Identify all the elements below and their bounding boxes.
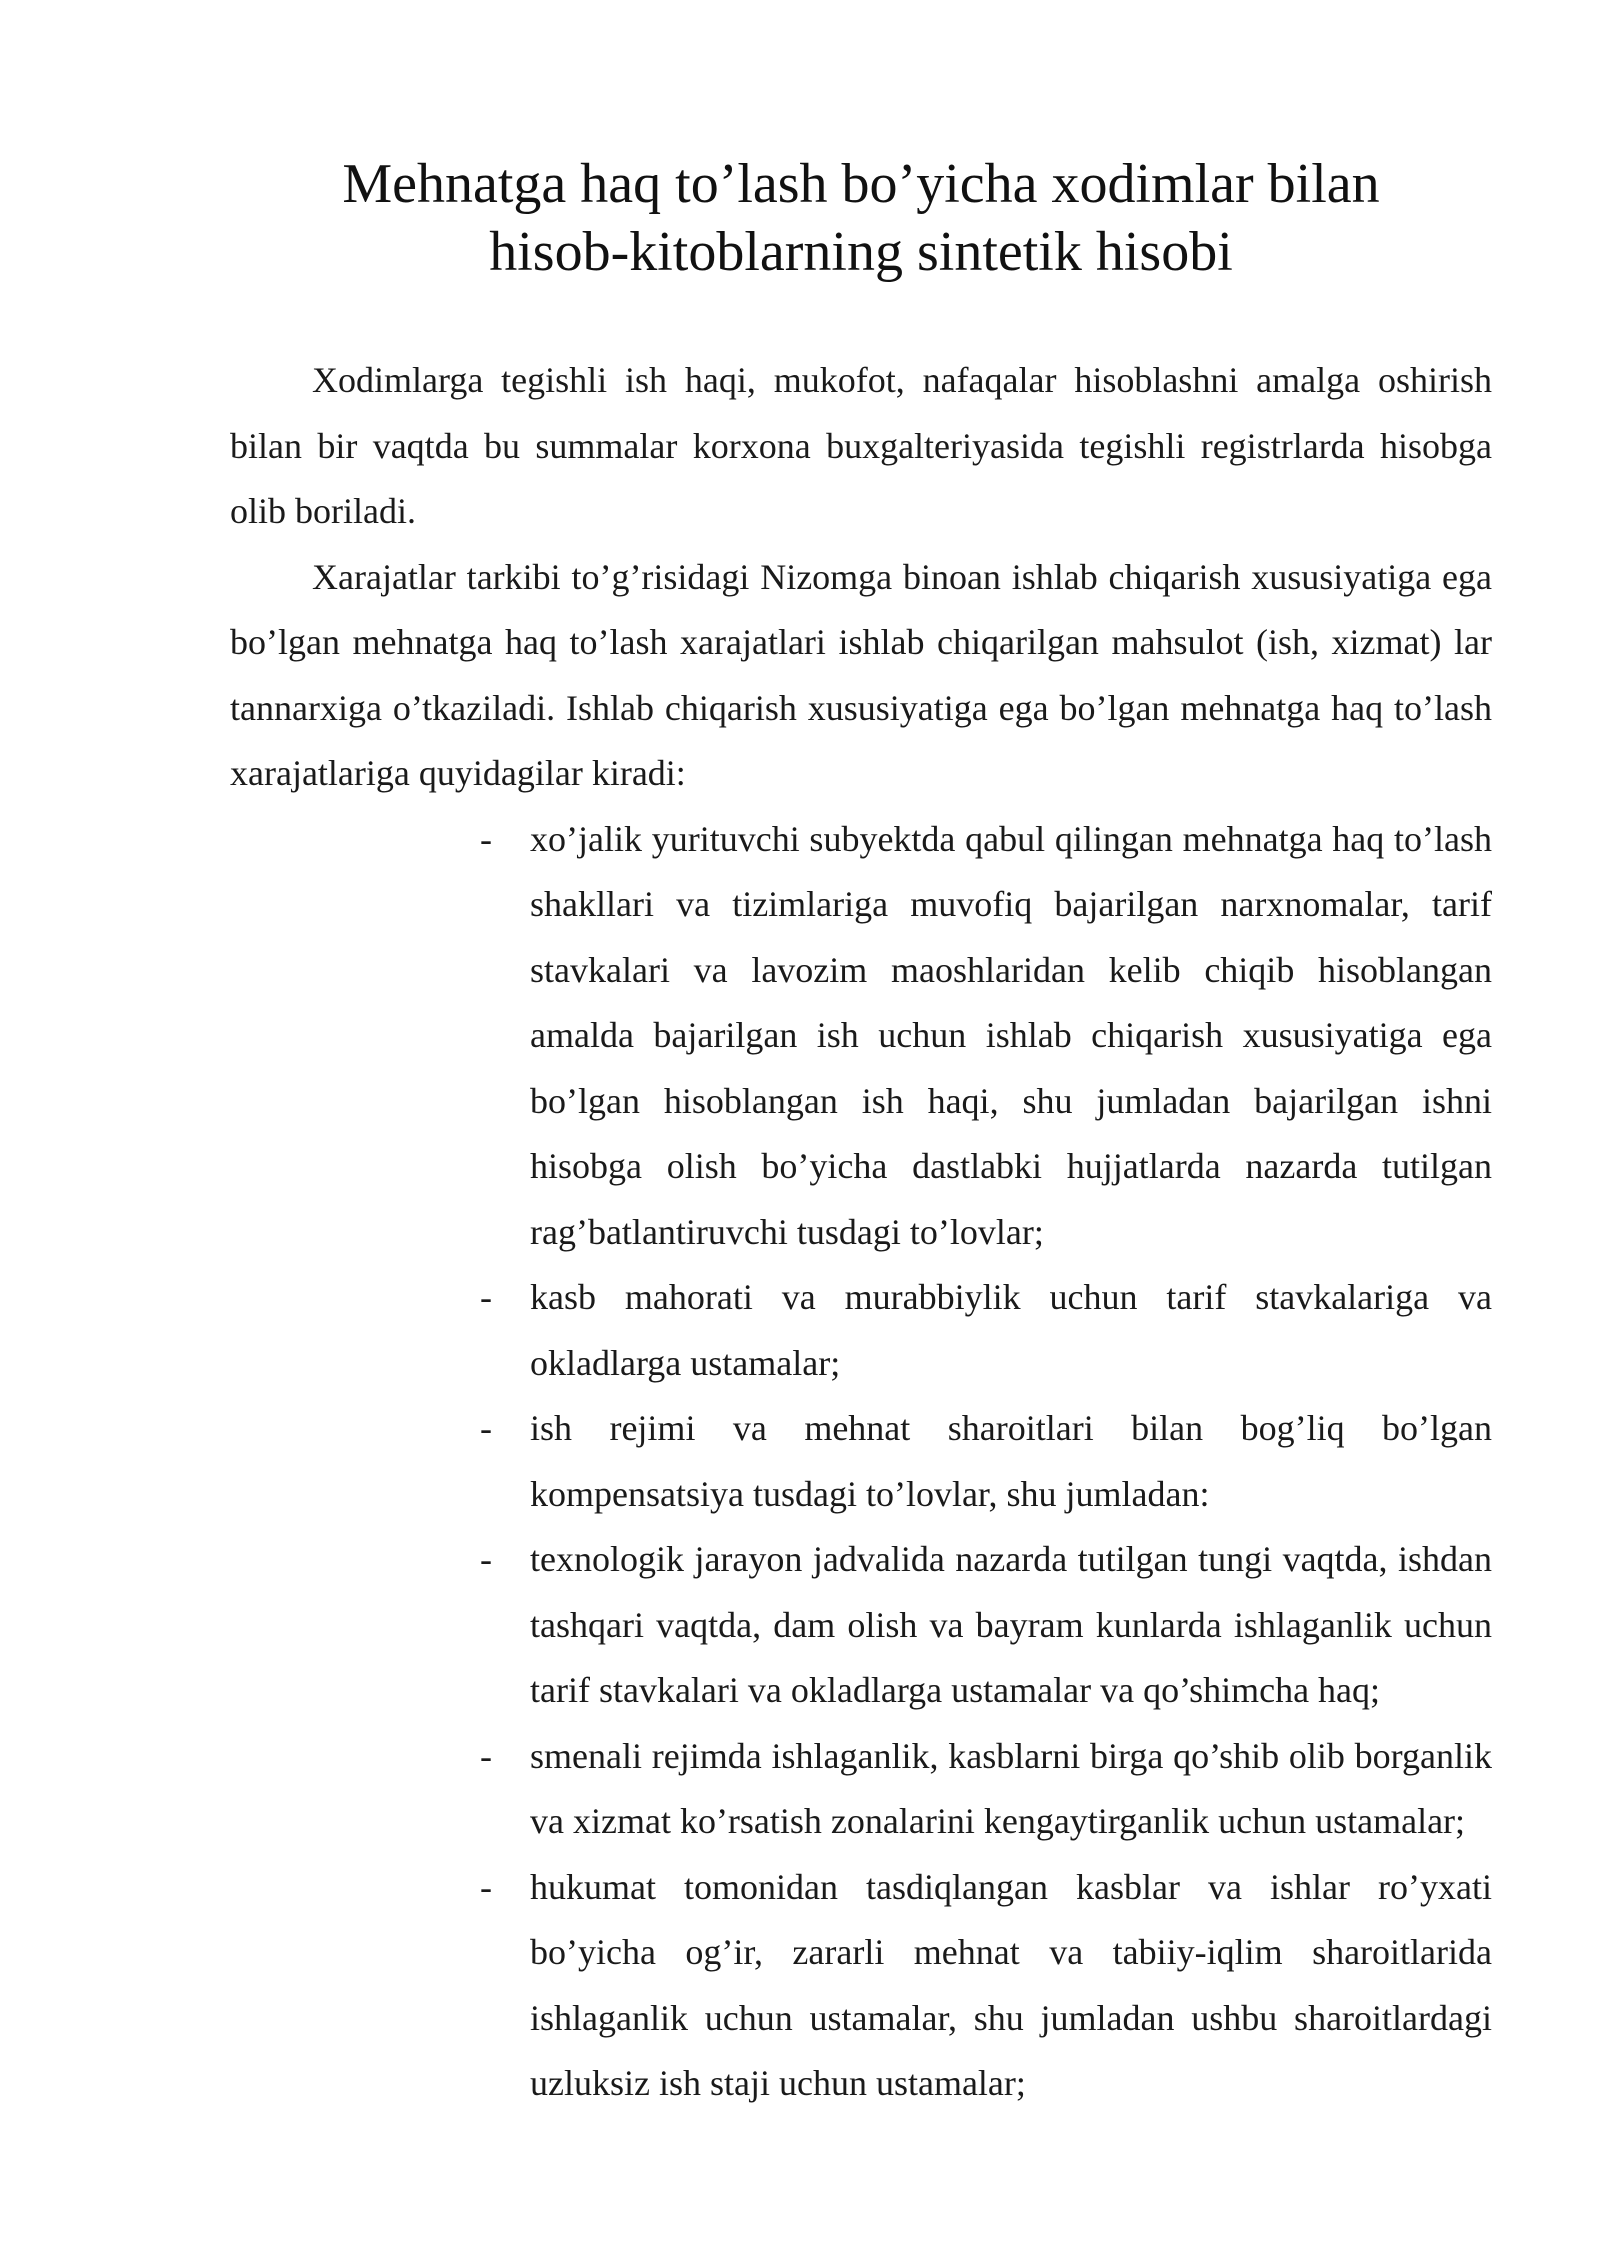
paragraph-1: Xodimlarga tegishli ish haqi, mukofot, nafaqalar hisoblashni amalga oshirish bilan bir vaqtda bu summalar korxona buxgalteriyasida tegishli registrlarda hisobga olib boriladi. bbox=[230, 360, 1492, 531]
list-item bbox=[480, 1855, 1492, 2117]
list-item bbox=[480, 1724, 1492, 1855]
list-item-text: hukumat tomonidan tasdiqlangan kasblar va ishlar ro’yxati bo’yicha og’ir, zararli mehnat va tabiiy-iqlim sharoitlarida ishlaganlik uchun ustamalar, shu jumladan ushbu sharoitlardagi uzluksiz ish staji uchun ustamalar; bbox=[530, 1866, 1492, 2103]
bullet-dash: - bbox=[480, 818, 492, 859]
paragraph-2: Xarajatlar tarkibi to’g’risidagi Nizomga binoan ishlab chiqarish xususiyatiga ega bo’lgan mehnatga haq to’lash xarajatlari ishlab chiqarilgan mahsulot (ish, xizmat) lar tannarxiga o’tkaziladi. Ishlab chiqarish xususiyatiga ega bo’lgan mehnatga haq to’lash xarajatlariga quyidagilar kiradi: bbox=[230, 556, 1492, 793]
list-item bbox=[480, 1527, 1492, 1724]
list-item bbox=[480, 1265, 1492, 1396]
title-line-2: hisob-kitoblarning sintetik hisobi bbox=[489, 221, 1233, 283]
document-title bbox=[230, 150, 1492, 286]
list-item-text: smenali rejimda ishlaganlik, kasblarni birga qo’shib olib borganlik va xizmat ko’rsatish zonalarini kengaytirganlik uchun ustamalar; bbox=[530, 1735, 1492, 1841]
bullet-dash: - bbox=[480, 1735, 492, 1776]
bullet-dash: - bbox=[480, 1539, 492, 1579]
bullet-dash: - bbox=[480, 1408, 492, 1448]
list-item bbox=[480, 1396, 1492, 1527]
bullet-dash: - bbox=[480, 1277, 492, 1317]
list-item-text: ish rejimi va mehnat sharoitlari bilan bog’liq bo’lgan kompensatsiya tusdagi to’lovlar, shu jumladan: bbox=[530, 1408, 1492, 1514]
list-item bbox=[480, 807, 1492, 1266]
bullet-list bbox=[230, 807, 1492, 2117]
list-item-text: texnologik jarayon jadvalida nazarda tutilgan tungi vaqtda, ishdan tashqari vaqtda, dam olish va bayram kunlarda ishlaganlik uchun tarif stavkalari va okladlarga ustamalar va qo’shimcha haq; bbox=[530, 1539, 1492, 1710]
document-page bbox=[230, 150, 1492, 2117]
list-item-text: kasb mahorati va murabbiylik uchun tarif stavkalariga va okladlarga ustamalar; bbox=[530, 1277, 1492, 1383]
title-line-1: Mehnatga haq to’lash bo’yicha xodimlar bilan bbox=[342, 153, 1380, 215]
document-body bbox=[230, 348, 1492, 2117]
list-item-text: xo’jalik yurituvchi subyektda qabul qilingan mehnatga haq to’lash shakllari va tizimlariga muvofiq bajarilgan narxnomalar, tarif stavkalari va lavozim maoshlaridan kelib chiqib hisoblangan amalda bajarilgan ish uchun ishlab chiqarish xususiyatiga ega bo’lgan hisoblangan ish haqi, shu jumladan bajarilgan ishni hisobga olish bo’yicha dastlabki hujjatlarda nazarda tutilgan rag’batlantiruvchi tusdagi to’lovlar; bbox=[530, 818, 1492, 1252]
bullet-dash: - bbox=[480, 1866, 492, 1907]
